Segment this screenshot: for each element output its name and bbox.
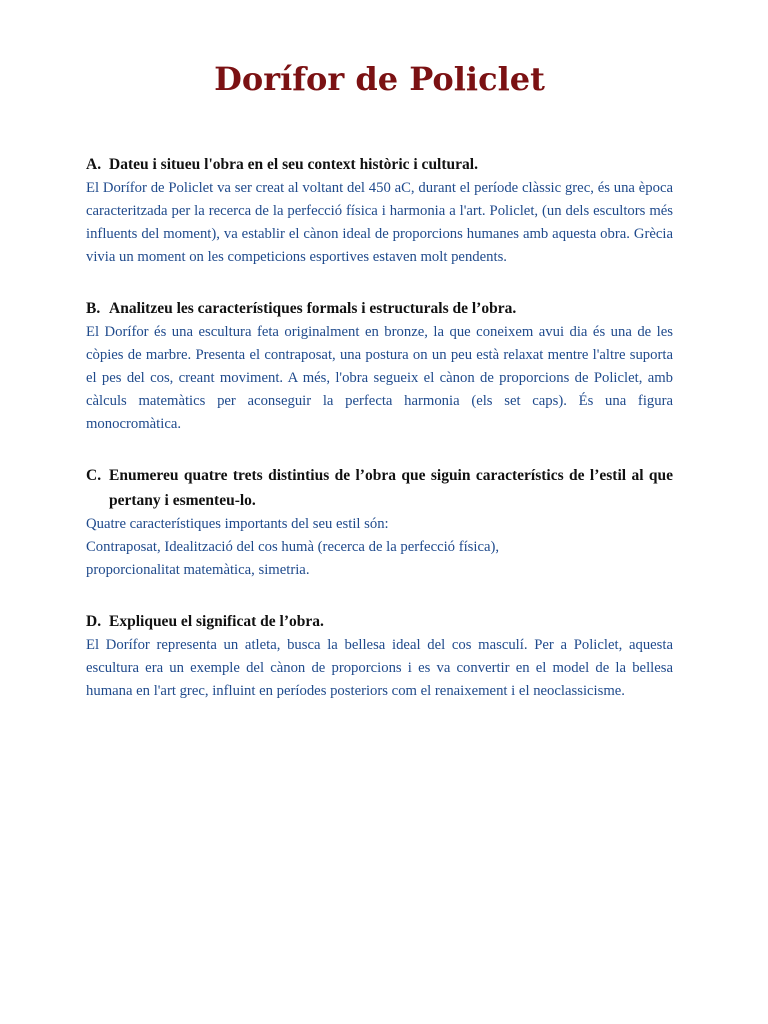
- section-d: [86, 609, 673, 703]
- question-text: Expliqueu el significat de l’obra.: [109, 613, 324, 630]
- question-d: [86, 609, 673, 634]
- question-text: Dateu i situeu l'obra en el seu context històric i cultural.: [109, 156, 478, 173]
- question-letter: A.: [86, 156, 102, 173]
- section-b: [86, 296, 673, 436]
- question-letter: B.: [86, 300, 101, 317]
- question-b: [86, 296, 673, 321]
- answer-line: Contraposat, Idealització del cos humà (recerca de la perfecció física),: [86, 539, 500, 555]
- question-text: Enumereu quatre trets distintius de l’obra que siguin característics de l’estil al que pertany i esmenteu-lo.: [109, 467, 673, 509]
- question-text: Analitzeu les característiques formals i estructurals de l’obra.: [109, 300, 517, 317]
- answer-a: El Dorífor de Policlet va ser creat al voltant del 450 aC, durant el període clàssic grec, és una època caracteritzada per la recerca de la perfecció física i harmonia a l'art. Policlet, (un dels escultors més influents del moment), va establir el cànon ideal de proporcions humanes amb aquesta obra. Grècia vivia un moment on les competicions esportives estaven molt pendents.: [86, 180, 673, 265]
- section-c: [86, 463, 673, 582]
- answer-d: El Dorífor representa un atleta, busca la bellesa ideal del cos masculí. Per a Policlet, aquesta escultura era un exemple del cànon de proporcions i es va convertir en el model de la bellesa humana en l'art grec, influint en períodes posteriors com el renaixement i el neoclassicisme.: [86, 637, 673, 699]
- question-letter: D.: [86, 613, 102, 630]
- question-letter: C.: [86, 467, 102, 484]
- document-title: Dorífor de Policlet: [214, 60, 545, 98]
- section-a: [86, 152, 673, 269]
- question-a: [86, 152, 673, 177]
- document-page: [86, 56, 673, 730]
- answer-line: Quatre característiques importants del seu estil són:: [86, 516, 389, 532]
- answer-line: proporcionalitat matemàtica, simetria.: [86, 562, 310, 578]
- question-c: [86, 463, 673, 513]
- answer-b: El Dorífor és una escultura feta originalment en bronze, la que coneixem avui dia és una de les còpies de marbre. Presenta el contraposat, una postura on un peu està relaxat mentre l'altre suporta el pes del cos, creant moviment. A més, l'obra segueix el cànon de proporcions de Policlet, amb càlculs matemàtics per aconseguir la perfecta harmonia (els set caps). És una figura monocromàtica.: [86, 324, 673, 432]
- answer-c: [86, 513, 673, 582]
